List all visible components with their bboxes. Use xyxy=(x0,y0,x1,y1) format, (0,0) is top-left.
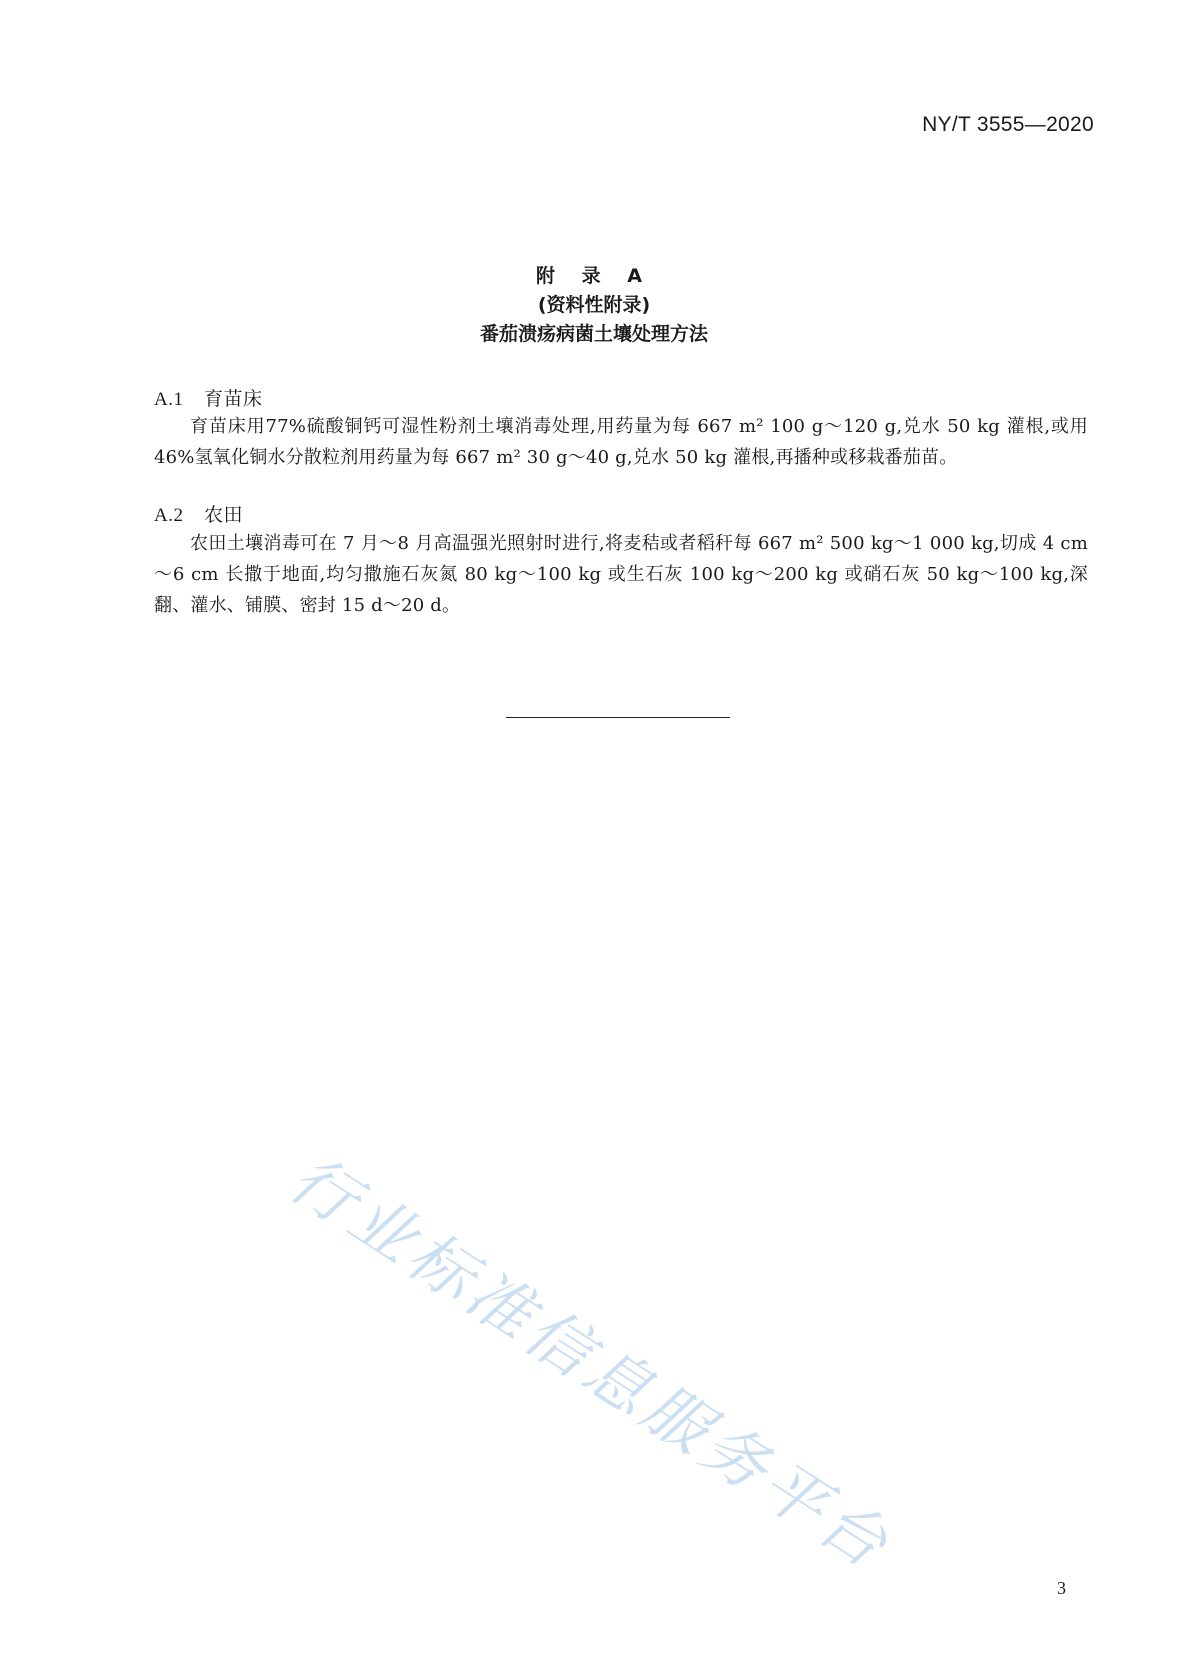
annex-title-block xyxy=(0,262,1188,349)
standard-code: NY/T 3555—2020 xyxy=(922,113,1094,136)
section-number: A.2 xyxy=(154,505,184,526)
section-name: 育苗床 xyxy=(204,388,263,410)
section-name: 农田 xyxy=(204,504,244,526)
section-paragraph-a2: 农田土壤消毒可在 7 月～8 月高温强光照射时进行,将麦秸或者稻秆每 667 m² 500 kg～1 000 kg,切成 4 cm～6 cm 长撒于地面,均匀撒施石灰氮 80 kg～100 kg 或生石灰 100 kg～200 kg 或硝石灰 50 kg～100 kg,深翻、灌水、铺膜、密封 15 d～20 d。 xyxy=(154,533,1088,616)
annex-label: 附 录 A xyxy=(536,265,652,287)
page-number: 3 xyxy=(1057,1578,1066,1598)
watermark: 行业标准信息服务平台 xyxy=(276,1142,904,1586)
section-number: A.1 xyxy=(154,389,184,410)
annex-title: 番茄溃疡病菌土壤处理方法 xyxy=(479,323,708,345)
annex-type: (资料性附录) xyxy=(537,294,651,316)
end-rule xyxy=(506,717,730,718)
section-heading-a1 xyxy=(154,384,263,411)
section-paragraph-a1: 育苗床用77%硫酸铜钙可湿性粉剂土壤消毒处理,用药量为每 667 m² 100 g～120 g,兑水 50 kg 灌根,或用46%氢氧化铜水分散粒剂用药量为每 667 m² 30 g～40 g,兑水 50 kg 灌根,再播种或移栽番茄苗。 xyxy=(154,416,1088,468)
section-heading-a2 xyxy=(154,500,243,527)
